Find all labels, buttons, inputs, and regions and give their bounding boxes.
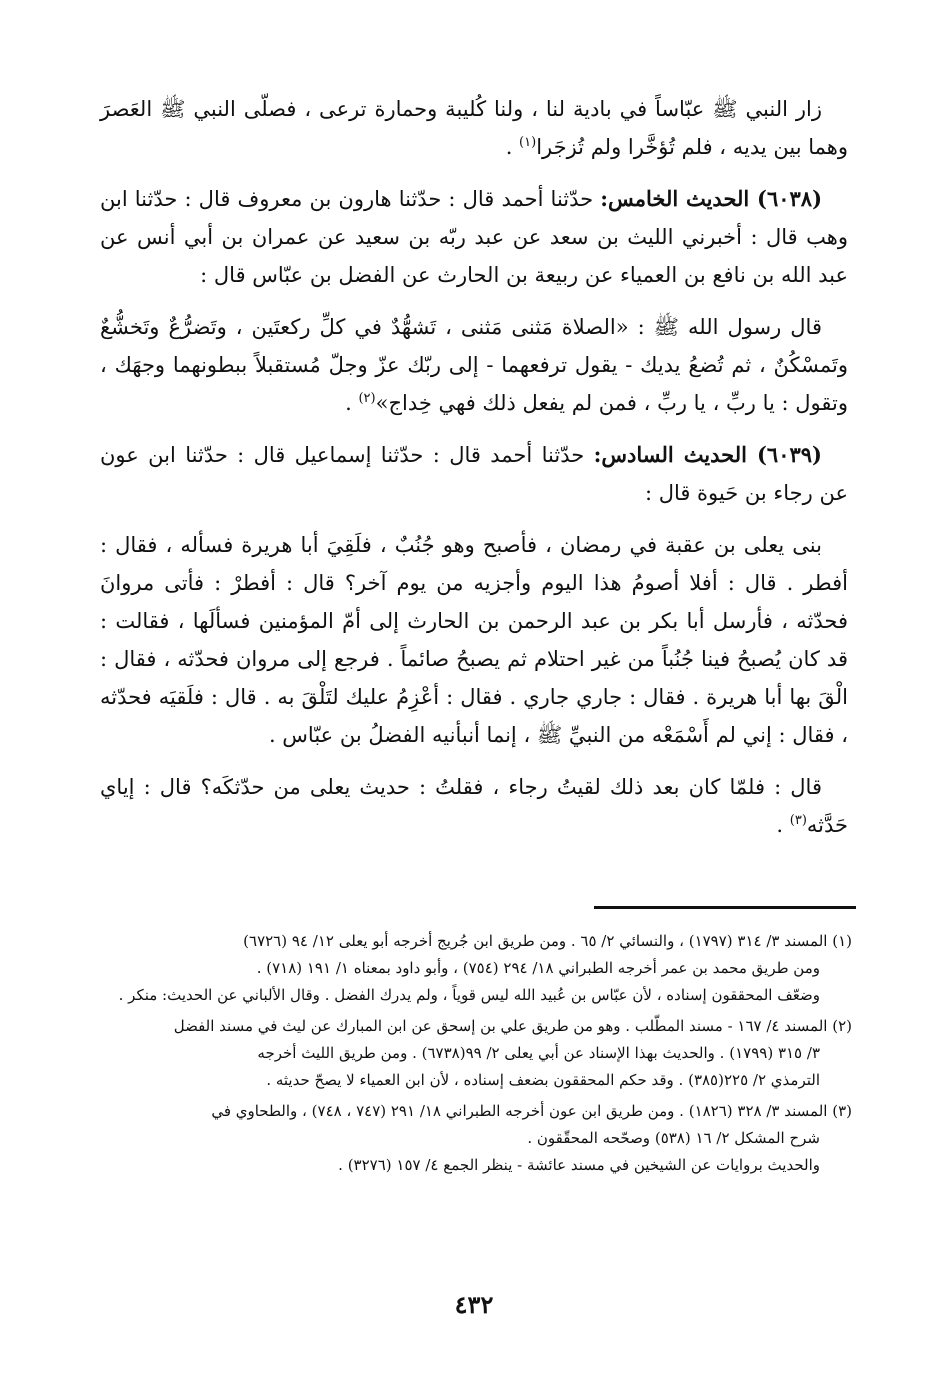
footnote-1-line-3: وضعّف المحققون إسناده ، لأن عبّاس بن عُبيد الله ليس قوياً ، ولم يدرك الفضل . وقال الألباني عن الحديث: منكر .	[118, 986, 820, 1004]
hadith-6-matn-text: بنى يعلى بن عقبة في رمضان ، فأصبح وهو جُنُبٌ ، فلَقِيَ أبا هريرة فسأله ، فقال : أفطر . قال : أفلا أصومُ هذا اليوم وأجزيه من يوم آخر؟ قال : أفطرْ : فأتى مروانَ فحدّثه ، فأرسل أبا بكر بن عبد الرحمن بن الحارث إلى أمّ المؤمنين فسألَها ، فقالت : قد كان يُصبحُ فينا جُنُباً من غير احتلام ثم يصبحُ صائماً . فرجع إلى مروان فحدّثه ، فقال : الْقَ بها أبا هريرة . فقال : جاري جاري . فقال : أعْزِمُ عليك لتَلْقَ به . قال : فلَقيَه فحدّثه ، فقال : إني لم أَسْمَعْه من النبيِّ ﷺ ، إنما أنبأنيه الفضلُ بن عبّاس .	[100, 533, 848, 747]
paragraph-hadith-6-closing	[100, 768, 848, 844]
hadith-5-matn-text: قال رسول الله ﷺ : «الصلاة مَثنى مَثنى ، تَشهُّدٌ في كلِّ ركعتَين ، وتَضرُّعٌ وتَخشُّعٌ وتَمسْكُنٌ ، ثم تُضعُ يديك - يقول ترفعهما - إلى ربّك عزّ وجلّ مُستقبلاً ببطونهما وجهَك ، وتقول : يا ربِّ ، يا ربِّ ، فمن لم يفعل ذلك فهي خِداج»	[100, 315, 848, 415]
footnote-3-line-3: والحديث بروايات عن الشيخين في مسند عائشة - ينظر الجمع ٤/ ١٥٧ (٣٢٧٦) .	[338, 1156, 820, 1174]
narration-1-end: .	[505, 135, 520, 159]
footnotes-section	[96, 928, 852, 1183]
footnote-ref-3[interactable]: (٣)	[789, 813, 807, 828]
footnote-2-line-1: (٢) المسند ٤/ ١٦٧ - مسند المطّلب . وهو من طريق علي بن إسحق عن ابن المبارك عن ليث في مسند الفضل	[173, 1017, 852, 1035]
footnote-3-line-1: (٣) المسند ٣/ ٣٢٨ (١٨٢٦) . ومن طريق ابن عون أخرجه الطبراني ١٨/ ٢٩١ (٧٤٧ ، ٧٤٨) ، والطحاوي في	[211, 1102, 852, 1120]
narration-1-text: زار النبي ﷺ عبّاساً في بادية لنا ، ولنا كُليبة وحمارة ترعى ، فصلّى النبي ﷺ العَصرَ وهما بين يديه ، فلم تُؤخَّرا ولم تُزجَرا	[100, 97, 848, 159]
hadith-5-isnad: حدّثنا أحمد قال : حدّثنا هارون بن معروف قال : حدّثنا ابن وهب قال : أخبرني الليث بن سعد عن عبد ربّه بن سعيد عن عمران بن أبي أنس عن عبد الله بن نافع بن العمياء عن ربيعة بن الحارث عن الفضل بن عبّاس قال :	[100, 187, 848, 287]
main-text	[100, 90, 848, 858]
hadith-6-heading: (٦٠٣٩) الحديث السادس:	[593, 442, 822, 467]
footnote-2	[96, 1013, 852, 1094]
hadith-5	[100, 180, 848, 294]
hadith-6-closing-text: قال : فلمّا كان بعد ذلك لقيتُ رجاء ، فقلتُ : حديث يعلى من حدّثكَه؟ قال : إياي حَدَّثه	[100, 775, 848, 837]
footnote-1	[96, 928, 852, 1009]
footnote-2-line-2: ٣/ ٣١٥ (١٧٩٩) . والحديث بهذا الإسناد عن أبي يعلى ٢/ ٩٩(٦٧٣٨) . ومن طريق الليث أخرجه	[257, 1044, 820, 1062]
paragraph-narration-1	[100, 90, 848, 166]
footnote-3	[96, 1098, 852, 1179]
footnote-3-line-2: شرح المشكل ٢/ ١٦ (٥٣٨) وصحّحه المحقّقون .	[527, 1129, 820, 1147]
paragraph-hadith-6-matn	[100, 526, 848, 754]
footnote-divider	[594, 906, 856, 909]
hadith-5-heading: (٦٠٣٨) الحديث الخامس:	[600, 186, 822, 211]
page-number: ٤٣٢	[454, 1290, 494, 1319]
hadith-6-closing-end: .	[776, 813, 790, 837]
footnote-ref-1[interactable]: (١)	[519, 135, 537, 150]
footnote-1-line-1: (١) المسند ٣/ ٣١٤ (١٧٩٧) ، والنسائي ٢/ ٦٥ . ومن طريق ابن جُريج أخرجه أبو يعلى ١٢/ ٩٤ (٦٧٢٦)	[243, 932, 852, 950]
hadith-6-isnad: حدّثنا أحمد قال : حدّثنا إسماعيل قال : حدّثنا ابن عون عن رجاء بن حَيوة قال :	[100, 443, 848, 505]
hadith-6	[100, 436, 848, 512]
hadith-5-matn-end: .	[345, 391, 359, 415]
footnote-2-line-3: الترمذي ٢/ ٢٢٥(٣٨٥) . وقد حكم المحققون بضعف إسناده ، لأن ابن العمياء لا يصحّ حديثه .	[266, 1071, 820, 1089]
footnote-ref-2[interactable]: (٢)	[358, 391, 376, 406]
footnote-1-line-2: ومن طريق محمد بن عمر أخرجه الطبراني ١٨/ ٢٩٤ (٧٥٤) ، وأبو داود بمعناه ١/ ١٩١ (٧١٨) .	[256, 959, 820, 977]
paragraph-hadith-5-matn	[100, 308, 848, 422]
